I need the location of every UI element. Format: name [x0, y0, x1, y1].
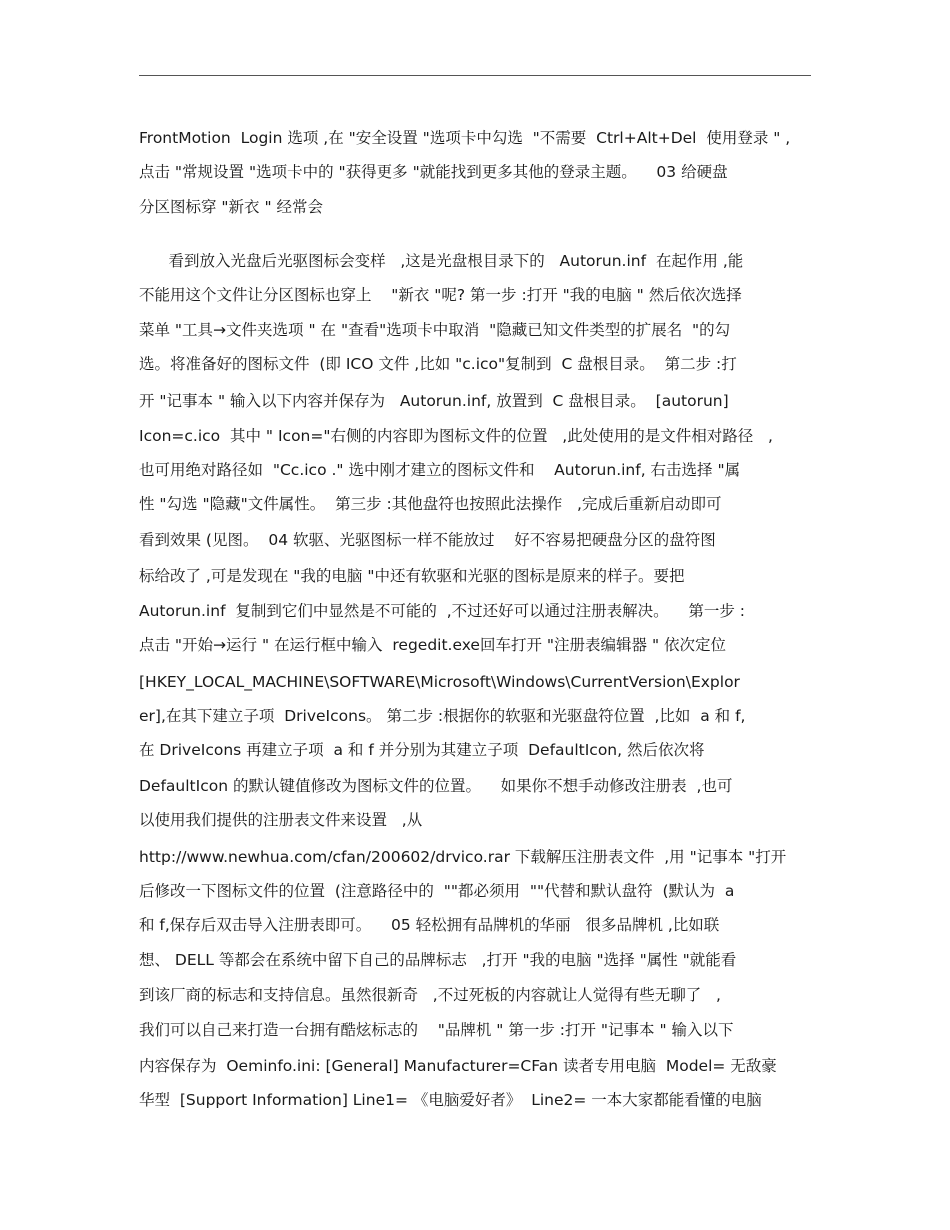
- text-line: 点击 "开始→运行 " 在运行框中输入 regedit.exe回车打开 "注册表编辑器 " 依次定位: [139, 636, 727, 654]
- text-line: er],在其下建立子项 DriveIcons。 第二步 :根据你的软驱和光驱盘符位置 ,比如 a 和 f,: [139, 707, 746, 725]
- text-line: 想、 DELL 等都会在系统中留下自己的品牌标志 ,打开 "我的电脑 "选择 "属性 "就能看: [139, 951, 737, 969]
- text-line: 标给改了 ,可是发现在 "我的电脑 "中还有软驱和光驱的图标是原来的样子。要把: [139, 567, 685, 585]
- text-line: 菜单 "工具→文件夹选项 " 在 "查看"选项卡中取消 "隐藏已知文件类型的扩展名 "的勾: [139, 321, 731, 339]
- text-line: 后修改一下图标文件的位置 (注意路径中的 ""都必须用 ""代替和默认盘符 (默认为 a: [139, 882, 735, 900]
- text-line: 和 f,保存后双击导入注册表即可。 05 轻松拥有品牌机的华丽 很多品牌机 ,比如联: [139, 916, 720, 934]
- text-line: 我们可以自己来打造一台拥有酷炫标志的 "品牌机 " 第一步 :打开 "记事本 " 输入以下: [139, 1021, 734, 1039]
- text-line: 华型 [Support Information] Line1= 《电脑爱好者》 Line2= 一本大家都能看懂的电脑: [139, 1091, 762, 1109]
- text-line: 在 DriveIcons 再建立子项 a 和 f 并分别为其建立子项 DefaultIcon, 然后依次将: [139, 741, 705, 759]
- text-line: 选。将准备好的图标文件 (即 ICO 文件 ,比如 "c.ico"复制到 C 盘根目录。 第二步 :打: [139, 355, 737, 373]
- text-line: DefaultIcon 的默认键值修改为图标文件的位置。 如果你不想手动修改注册表 ,也可: [139, 777, 733, 795]
- text-line: 点击 "常规设置 "选项卡中的 "获得更多 "就能找到更多其他的登录主题。 03 给硬盘: [139, 163, 728, 181]
- text-line: 分区图标穿 "新衣 " 经常会: [139, 198, 324, 216]
- text-line: 开 "记事本 " 输入以下内容并保存为 Autorun.inf, 放置到 C 盘根目录。 [autorun]: [139, 392, 729, 410]
- text-line: 不能用这个文件让分区图标也穿上 "新衣 "呢? 第一步 :打开 "我的电脑 " 然后依次选择: [139, 286, 742, 304]
- header-rule: [139, 75, 811, 76]
- text-line: http://www.newhua.com/cfan/200602/drvico.rar 下载解压注册表文件 ,用 "记事本 "打开: [139, 848, 787, 866]
- text-line: 也可用绝对路径如 "Cc.ico ." 选中刚才建立的图标文件和 Autorun.inf, 右击选择 "属: [139, 461, 741, 479]
- text-line: Icon=c.ico 其中 " Icon="右侧的内容即为图标文件的位置 ,此处使用的是文件相对路径 ,: [139, 427, 773, 445]
- text-line: 看到效果 (见图。 04 软驱、光驱图标一样不能放过 好不容易把硬盘分区的盘符图: [139, 531, 716, 549]
- text-line: 到该厂商的标志和支持信息。虽然很新奇 ,不过死板的内容就让人觉得有些无聊了 ,: [139, 986, 721, 1004]
- text-line: 内容保存为 Oeminfo.ini: [General] Manufacturer=CFan 读者专用电脑 Model= 无敌豪: [139, 1057, 777, 1075]
- text-line: Autorun.inf 复制到它们中显然是不可能的 ,不过还好可以通过注册表解决。 第一步 :: [139, 602, 746, 620]
- text-line: 性 "勾选 "隐藏"文件属性。 第三步 :其他盘符也按照此法操作 ,完成后重新启动即可: [139, 495, 722, 513]
- text-line: FrontMotion Login 选项 ,在 "安全设置 "选项卡中勾选 "不需要 Ctrl+Alt+Del 使用登录 " ,: [139, 129, 791, 147]
- text-line: 以使用我们提供的注册表文件来设置 ,从: [139, 811, 423, 829]
- text-line: 看到放入光盘后光驱图标会变样 ,这是光盘根目录下的 Autorun.inf 在起作用 ,能: [139, 252, 744, 270]
- text-line: [HKEY_LOCAL_MACHINE\SOFTWARE\Microsoft\Windows\CurrentVersion\Explor: [139, 673, 740, 691]
